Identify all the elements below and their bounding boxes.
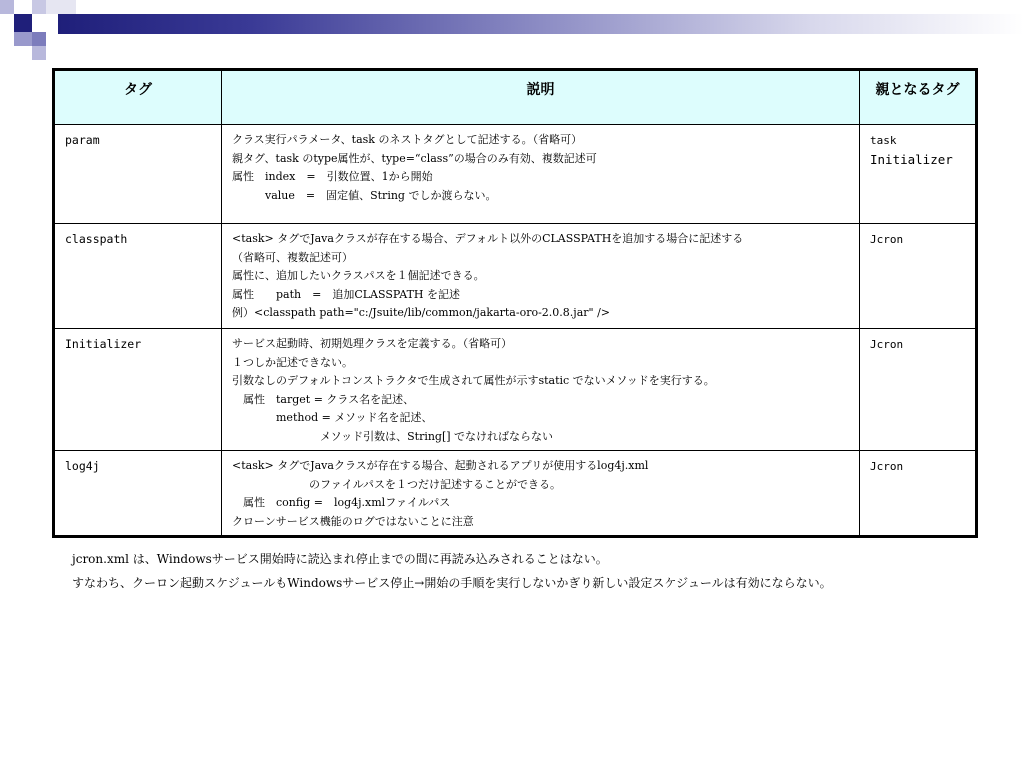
description-line: １つしか記述できない。 [232, 355, 353, 369]
description-line: value = 固定値、String でしか渡らない。 [232, 188, 497, 202]
table-row [54, 224, 977, 329]
description-line: 引数なしのデフォルトコンストラクタで生成されて属性が示すstatic でないメソッドを実行する。 [232, 374, 715, 387]
description-line: method = メソッド名を記述、 [232, 411, 433, 424]
decor-square [32, 0, 46, 14]
cell-parent [860, 329, 977, 451]
description-line: 親タグ、task のtype属性が、type=“class”の場合のみ有効、複数記述可 [232, 151, 597, 165]
decor-square [32, 32, 46, 46]
cell-tag: log4j [54, 451, 222, 537]
description-line: （省略可、複数記述可） [232, 250, 353, 264]
cell-tag: Initializer [54, 329, 222, 451]
slide-header-decoration [0, 0, 1024, 48]
cell-tag: param [54, 125, 222, 224]
parent-line: Jcron [870, 338, 904, 351]
cell-description [222, 451, 860, 537]
note-paragraph: すなわち、クーロン起動スケジュールもWindowsサービス停止→開始の手順を実行しないかぎり新しい設定スケジュールは有効にならない。 [72, 576, 832, 590]
tag-table [52, 68, 978, 538]
description-line: <task> タグでJavaクラスが存在する場合、起動されるアプリが使用するlog4j.xml [232, 459, 649, 472]
cell-description [222, 224, 860, 329]
cell-parent [860, 125, 977, 224]
table-header-row [54, 70, 977, 125]
description-line: クローンサービス機能のログではないことに注意 [232, 514, 474, 528]
tag-table-container [52, 68, 975, 538]
table-row [54, 329, 977, 451]
decor-square [46, 0, 76, 14]
cell-tag: classpath [54, 224, 222, 329]
description-line: 属性に、追加したいクラスパスを１個記述できる。 [232, 269, 485, 282]
cell-parent [860, 224, 977, 329]
column-header-description: 説明 [222, 70, 860, 125]
parent-line: Initializer [870, 152, 953, 167]
cell-parent [860, 451, 977, 537]
table-row [54, 451, 977, 537]
description-line: メソッド引数は、String[] でなければならない [232, 429, 554, 443]
note-paragraph: jcron.xml は、Windowsサービス開始時に読込まれ停止までの間に再読み込みされることはない。 [72, 552, 608, 566]
banner-gradient-bar [58, 14, 1024, 34]
notes-section [72, 550, 952, 598]
column-header-tag: タグ [54, 70, 222, 125]
description-line: サービス起動時、初期処理クラスを定義する。（省略可） [232, 337, 513, 350]
description-line: クラス実行パラメータ、task のネストタグとして記述する。（省略可） [232, 133, 583, 146]
decor-square [14, 32, 32, 46]
description-line: 属性 index = 引数位置、1から開始 [232, 170, 433, 183]
description-line: 例）<classpath path="c:/Jsuite/lib/common/jakarta-oro-2.0.8.jar" /> [232, 306, 610, 319]
cell-description [222, 125, 860, 224]
column-header-parent-tag: 親となるタグ [860, 70, 977, 125]
description-line: <task> タグでJavaクラスが存在する場合、デフォルト以外のCLASSPATHを追加する場合に記述する [232, 232, 744, 245]
parent-line: task [870, 134, 897, 147]
description-line: 属性 config = log4j.xmlファイルパス [232, 496, 451, 509]
parent-line: Jcron [870, 460, 904, 473]
decor-square [32, 46, 46, 60]
description-line: 属性 target = クラス名を記述、 [232, 392, 415, 406]
description-line: のファイルパスを１つだけ記述することができる。 [232, 477, 562, 491]
description-line: 属性 path = 追加CLASSPATH を記述 [232, 287, 461, 301]
parent-line: Jcron [870, 233, 904, 246]
decor-square [0, 0, 14, 14]
cell-description [222, 329, 860, 451]
decor-square [14, 14, 32, 32]
table-row [54, 125, 977, 224]
